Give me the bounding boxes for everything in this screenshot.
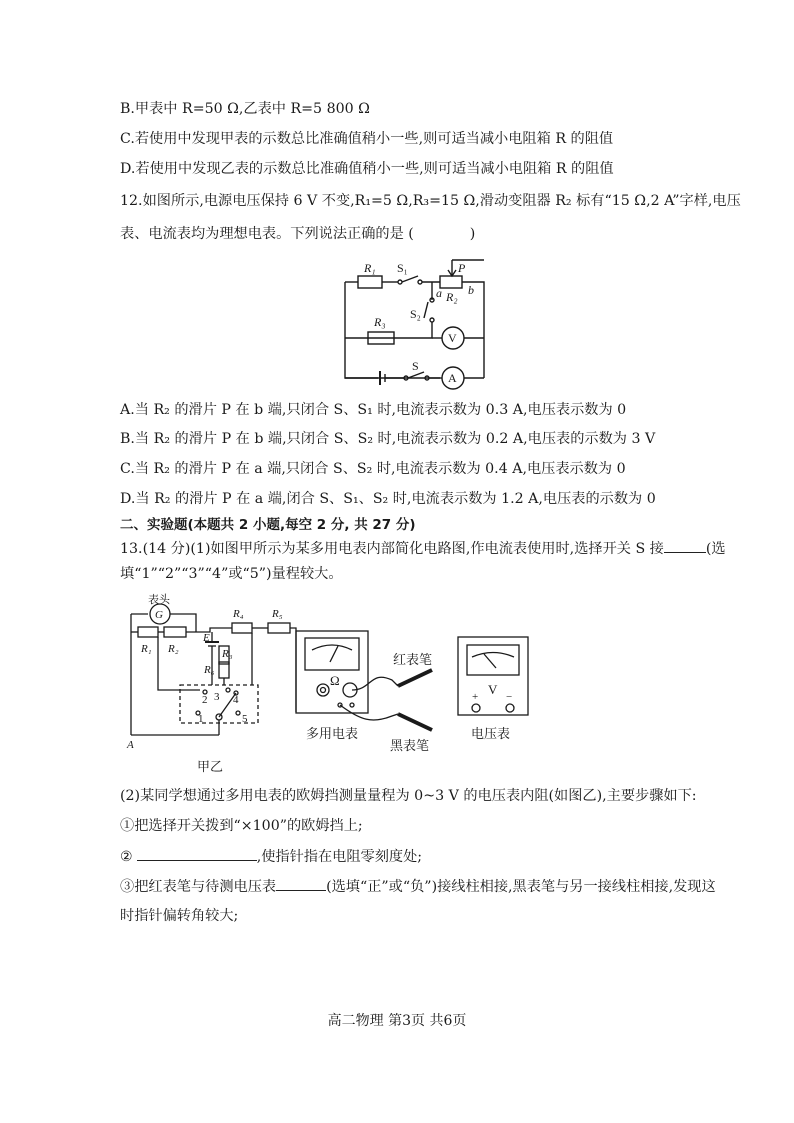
q13-step3-cont: 时指针偏转角较大; bbox=[120, 908, 239, 924]
q12-stem-line2 bbox=[120, 224, 475, 244]
fig-label-r3: R₃ bbox=[222, 648, 233, 660]
ammeter-symbol bbox=[442, 367, 464, 389]
q13-line1-text: 13.(14 分)(1)如图甲所示为某多用电表内部简化电路图,作电流表使用时,选择开关 S 接 bbox=[120, 541, 664, 557]
fig-label-voltmeter: 电压表 bbox=[471, 726, 511, 741]
r2-rheostat bbox=[440, 276, 462, 288]
q13-step1: ①把选择开关拨到“×100”的欧姆挡上; bbox=[120, 818, 363, 834]
fig-label-4: 4 bbox=[233, 694, 239, 706]
galvanometer-symbol bbox=[150, 604, 170, 624]
fig-label-3: 3 bbox=[214, 691, 220, 703]
answer-blank-1[interactable] bbox=[664, 538, 706, 553]
r6-resistor bbox=[219, 662, 229, 678]
q12-option-a: A.当 R₂ 的滑片 P 在 b 端,只闭合 S、S₁ 时,电流表示数为 0.3 A,电压表示数为 0 bbox=[120, 402, 627, 418]
multimeter-body bbox=[296, 631, 368, 713]
label-r1: R₁ bbox=[364, 261, 376, 275]
r3-resistor bbox=[368, 332, 394, 344]
fig-label-r4: R₄ bbox=[233, 608, 244, 620]
fig-label-r5: R₅ bbox=[272, 608, 283, 620]
fig-label-red-probe: 红表笔 bbox=[393, 652, 433, 667]
fig-label-e: E bbox=[203, 632, 210, 644]
step2-text: ,使指针指在电阻零刻度处; bbox=[256, 849, 423, 865]
fig-label-minus: − bbox=[506, 691, 513, 703]
q12-option-d: D.当 R₂ 的滑片 P 在 a 端,闭合 S、S₁、S₂ 时,电流表示数为 1.2 A,电压表的示数为 0 bbox=[120, 491, 656, 507]
fig-label-head: 表头 bbox=[148, 594, 170, 606]
label-s: S bbox=[412, 359, 419, 373]
section2-heading: 二、实验题(本题共 2 小题,每空 2 分, 共 27 分) bbox=[120, 517, 416, 533]
fig-label-omega: Ω bbox=[330, 673, 340, 688]
fig-label-black-probe: 黑表笔 bbox=[390, 738, 430, 753]
q13-part2-intro: (2)某同学想通过多用电表的欧姆挡测量量程为 0~3 V 的电压表内阻(如图乙),主要步骤如下: bbox=[120, 788, 697, 804]
label-ammeter: A bbox=[448, 371, 457, 385]
fig-caption: 甲乙 bbox=[197, 759, 224, 774]
page-footer: 高二物理 第3页 共6页 bbox=[327, 1013, 467, 1029]
label-s2: S₂ bbox=[410, 307, 421, 321]
label-s1: S₁ bbox=[397, 261, 408, 275]
fig-label-plus: + bbox=[472, 691, 479, 703]
r4-resistor bbox=[232, 623, 252, 633]
r1-resistor bbox=[138, 627, 158, 637]
fig-label-a: A bbox=[127, 739, 134, 751]
fig-label-multimeter: 多用电表 bbox=[306, 726, 359, 741]
q12-stem-line1: 12.如图所示,电源电压保持 6 V 不变,R₁=5 Ω,R₃=15 Ω,滑动变阻器 R₂ 标有“15 Ω,2 A”字样,电压 bbox=[120, 193, 741, 209]
q13-step2 bbox=[120, 846, 422, 867]
answer-blank-2[interactable] bbox=[137, 846, 257, 861]
fig-label-r1: R₁ bbox=[141, 643, 152, 655]
q13-line1 bbox=[120, 538, 726, 559]
fig-label-r6: R₆ bbox=[204, 664, 215, 676]
q13-step3 bbox=[120, 876, 716, 897]
r3-resistor bbox=[219, 646, 229, 664]
r1-resistor bbox=[358, 276, 382, 288]
option-c-prev: C.若使用中发现甲表的示数总比准确值稍小一些,则可适当减小电阻箱 R 的阻值 bbox=[120, 131, 614, 147]
answer-blank-3[interactable] bbox=[276, 876, 326, 891]
label-v: V bbox=[448, 331, 457, 345]
option-d-prev: D.若使用中发现乙表的示数总比准确值稍小一些,则可适当减小电阻箱 R 的阻值 bbox=[120, 161, 614, 177]
fig-label-2: 2 bbox=[202, 694, 208, 706]
label-r2: R₂ bbox=[446, 290, 458, 304]
fig-label-g: G bbox=[155, 609, 163, 621]
q13-line2: 填“1”“2”“3”“4”或“5”)量程较大。 bbox=[120, 566, 343, 582]
step3-text-b: (选填“正”或“负”)接线柱相接,黑表笔与另一接线柱相接,发现这 bbox=[326, 879, 716, 895]
option-b-prev: B.甲表中 R=50 Ω,乙表中 R=5 800 Ω bbox=[120, 101, 370, 117]
voltmeter-body bbox=[458, 637, 528, 715]
q12-option-b: B.当 R₂ 的滑片 P 在 b 端,只闭合 S、S₂ 时,电流表示数为 0.2 A,电压表的示数为 3 V bbox=[120, 431, 656, 447]
q12-stem-text: 表、电流表均为理想电表。下列说法正确的是 ( bbox=[120, 226, 414, 242]
r5-resistor bbox=[268, 623, 290, 633]
fig-label-1: 1 bbox=[198, 713, 204, 725]
selector-box bbox=[180, 685, 258, 723]
fig-label-r2: R₂ bbox=[168, 643, 179, 655]
fig-label-v: V bbox=[488, 682, 498, 697]
q12-stem-close: ) bbox=[469, 226, 476, 242]
step2-number: ② bbox=[120, 849, 133, 865]
label-b: b bbox=[468, 283, 474, 297]
label-a: a bbox=[436, 286, 442, 300]
r2-resistor bbox=[164, 627, 186, 637]
voltmeter-symbol bbox=[442, 327, 464, 349]
fig-label-5: 5 bbox=[242, 713, 248, 725]
label-p: P bbox=[458, 261, 466, 275]
step3-text-a: ③把红表笔与待测电压表 bbox=[120, 879, 277, 895]
q12-option-c: C.当 R₂ 的滑片 P 在 a 端,只闭合 S、S₂ 时,电流表示数为 0.4 A,电压表示数为 0 bbox=[120, 461, 626, 477]
label-r3: R₃ bbox=[374, 315, 386, 329]
q13-line1-tail: (选 bbox=[705, 541, 726, 557]
